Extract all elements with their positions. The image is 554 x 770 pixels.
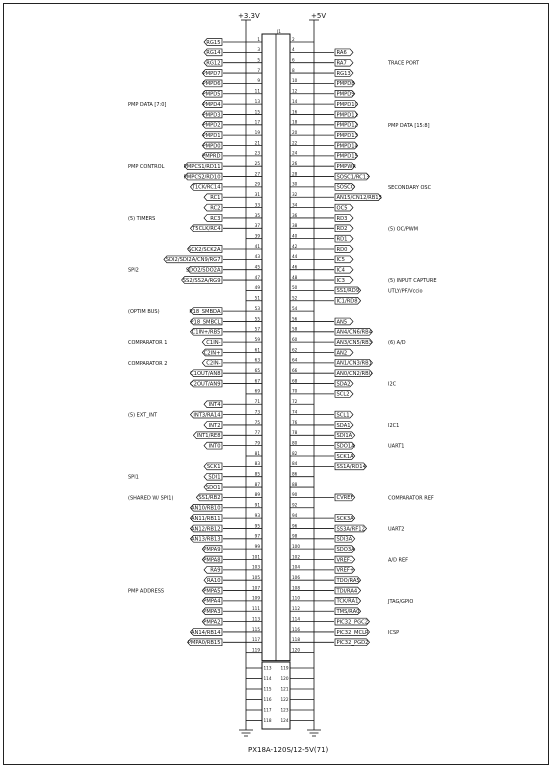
pin-number-left: 99 <box>254 543 260 549</box>
net-label-left: PMPA3 <box>203 609 221 616</box>
net-label-left: AN11/RB11 <box>190 515 221 522</box>
net-label-left: PMPD4 <box>202 101 221 108</box>
net-label-left: PMPD2 <box>202 122 221 129</box>
group-label-left: SPI1 <box>128 474 139 481</box>
net-label-left: SCK1 <box>206 464 221 471</box>
pin-number-left: 67 <box>254 378 260 384</box>
pin-number-left: 3 <box>257 47 260 53</box>
group-label-right: UART2 <box>388 526 405 533</box>
net-label-right: TDI/RA4 <box>336 588 358 595</box>
net-label-right: SDO1A <box>336 443 355 450</box>
bottom-pin-right: 123 <box>280 707 289 713</box>
pin-number-left: 29 <box>254 181 260 187</box>
pin-number-right: 84 <box>292 461 298 467</box>
pin-number-left: 77 <box>254 430 260 436</box>
pin-number-right: 88 <box>292 481 298 487</box>
bottom-pin-left: 114 <box>263 676 272 681</box>
pin-number-right: 120 <box>292 647 300 653</box>
pin-number-left: 7 <box>257 67 260 73</box>
net-label-right: CVREF <box>336 495 354 502</box>
net-label-right: PIC32_MCLR <box>336 629 369 636</box>
connector-ref: J1 <box>277 29 281 34</box>
net-label-left: PMPA5 <box>203 588 221 595</box>
net-label-right: SS1A/RD14 <box>336 464 366 471</box>
net-label-left: PMPD0 <box>202 143 221 150</box>
net-label-left: PMPA2 <box>203 619 221 626</box>
group-label-right: I2C <box>388 381 397 388</box>
pin-number-right: 106 <box>292 575 300 580</box>
power-label-5v: +5V <box>311 12 327 20</box>
connector-part-number: PX18A-120S/12-5V(71) <box>248 746 329 754</box>
pin-number-left: 25 <box>254 161 260 166</box>
net-label-right: SDI3A <box>336 536 353 543</box>
pin-number-left: 35 <box>254 212 260 218</box>
pin-number-right: 58 <box>292 326 298 332</box>
net-label-left: AN14/RB14 <box>190 629 221 636</box>
net-label-left: C1OUT/AN8 <box>190 371 221 377</box>
net-label-right: SDO3A <box>336 546 355 553</box>
pin-number-left: 89 <box>254 492 260 498</box>
pin-number-left: 85 <box>254 471 260 477</box>
pin-number-right: 12 <box>292 88 298 94</box>
net-label-left: C2IN- <box>206 360 221 367</box>
pin-number-left: 27 <box>254 171 260 177</box>
pin-number-left: 63 <box>254 357 260 363</box>
net-label-right: PMPD11 <box>336 112 358 119</box>
group-label-left: COMPARATOR 2 <box>128 360 168 367</box>
net-label-left: RG15 <box>206 39 221 46</box>
pin-number-right: 110 <box>292 595 300 601</box>
pin-number-right: 44 <box>292 254 298 260</box>
pin-number-left: 49 <box>254 285 260 291</box>
pin-number-left: 57 <box>254 326 260 332</box>
bottom-pin-left: 115 <box>263 686 272 692</box>
pin-number-right: 100 <box>292 543 300 549</box>
net-label-right: RD2 <box>336 226 348 233</box>
pin-number-left: 71 <box>254 399 260 405</box>
bottom-pin-left: 118 <box>263 718 272 723</box>
pin-number-right: 42 <box>292 243 298 249</box>
net-label-right: IC5 <box>336 257 345 264</box>
bottom-pin-right: 122 <box>280 697 289 702</box>
pin-number-left: 79 <box>254 440 260 446</box>
pin-number-right: 38 <box>292 223 298 229</box>
group-label-right: (6) A/D <box>388 340 406 347</box>
net-label-left: SCK2/SCK2A <box>187 246 221 253</box>
pin-number-right: 92 <box>292 502 298 508</box>
net-label-left: PMPD5 <box>202 91 221 98</box>
pin-number-left: 111 <box>252 606 260 612</box>
net-label-left: SDI1 <box>208 474 221 481</box>
net-label-right: PMPD15 <box>336 153 358 160</box>
net-label-right: SS3A/RF12 <box>336 526 365 533</box>
net-label-right: PMPD12 <box>336 122 358 129</box>
group-label-left: (SHARED W/ SPI1) <box>128 495 174 502</box>
group-label-right: COMPARATOR REF <box>388 495 434 502</box>
net-label-left: RG14 <box>206 50 221 57</box>
pin-number-right: 48 <box>292 274 298 280</box>
pin-number-right: 114 <box>292 616 300 622</box>
group-label-right: ICSP <box>388 629 400 636</box>
pin-number-right: 116 <box>292 626 300 632</box>
group-label-right: SECONDARY OSC <box>388 184 432 191</box>
pin-number-right: 54 <box>292 305 298 311</box>
group-label-left: COMPARATOR 1 <box>128 340 168 347</box>
net-label-right: PMPD14 <box>336 143 358 150</box>
net-label-right: TDO/RA5 <box>336 578 360 584</box>
pin-number-right: 78 <box>292 430 298 436</box>
pin-number-left: 95 <box>254 523 260 529</box>
net-label-right: IC3 <box>336 277 345 284</box>
net-label-left: PMPD1 <box>202 132 221 139</box>
group-label-right: JTAG/GPIO <box>388 598 414 605</box>
net-label-right: RG13 <box>336 70 351 77</box>
pin-number-left: 119 <box>252 647 260 653</box>
pin-number-right: 4 <box>292 47 295 53</box>
pin-number-right: 76 <box>292 419 298 425</box>
net-label-left: PMPA0/RB15 <box>187 640 221 647</box>
pin-number-left: 17 <box>254 119 260 125</box>
pin-number-left: 37 <box>254 223 260 229</box>
pin-number-left: 107 <box>252 585 260 591</box>
pin-number-left: 11 <box>254 88 260 94</box>
pin-number-right: 50 <box>292 285 298 291</box>
pin-number-left: 19 <box>254 129 260 135</box>
net-label-left: RC1 <box>210 195 221 202</box>
net-label-left: T1CK/RC14 <box>191 184 221 191</box>
pin-number-left: 97 <box>254 533 260 539</box>
pin-number-left: 1 <box>257 36 260 42</box>
bottom-pin-left: 117 <box>263 707 272 713</box>
net-label-left: RA10 <box>206 578 221 584</box>
pin-number-left: 9 <box>257 78 260 84</box>
pin-number-left: 109 <box>252 595 260 601</box>
pin-number-left: 21 <box>254 140 260 146</box>
group-label-right: TRACE PORT <box>388 60 420 67</box>
net-label-left: C2OUT/AN9 <box>190 381 221 388</box>
net-label-right: PMPD10 <box>336 101 358 108</box>
net-label-right: SCK1A <box>336 453 354 460</box>
group-label-right: I2C1 <box>388 422 400 429</box>
pin-number-left: 47 <box>254 274 260 280</box>
net-label-right: SDA1 <box>336 422 351 429</box>
pin-number-right: 16 <box>292 109 298 115</box>
pin-number-left: 117 <box>252 637 260 643</box>
pin-number-right: 102 <box>292 554 300 560</box>
net-label-left: AN12/RB12 <box>190 526 221 533</box>
group-label-right: (5) INPUT CAPTURE <box>388 278 437 285</box>
net-label-right: RD0 <box>336 246 348 253</box>
pin-number-right: 64 <box>292 357 298 363</box>
net-label-right: TMS/RA0 <box>336 609 360 616</box>
bottom-pin-left: 113 <box>263 665 272 671</box>
net-label-left: PMPD6 <box>202 81 221 88</box>
net-label-left: PMPRD <box>202 153 221 160</box>
net-label-left: INT2 <box>208 422 221 429</box>
pin-number-left: 61 <box>254 347 260 353</box>
pin-number-right: 118 <box>292 637 300 643</box>
pin-number-left: 39 <box>254 233 260 239</box>
net-label-right: AN5 <box>336 319 348 326</box>
pin-number-right: 24 <box>292 150 298 156</box>
net-label-left: PMPCS1/RD11 <box>183 164 221 170</box>
pin-number-left: 93 <box>254 512 260 518</box>
pin-number-left: 75 <box>254 419 260 425</box>
pin-number-left: 15 <box>254 109 260 115</box>
net-label-left: T5CLK/RC4 <box>192 226 221 233</box>
net-label-right: AN15/CN12/RB15 <box>336 195 382 202</box>
group-label-right: PMP DATA [15:8] <box>388 122 430 129</box>
net-label-right: AN0/CN2/RB0 <box>336 371 372 377</box>
net-label-left: INT4 <box>208 402 221 409</box>
pin-number-right: 82 <box>292 450 298 456</box>
pin-number-right: 28 <box>292 171 298 177</box>
bottom-pin-right: 120 <box>280 676 289 681</box>
pin-number-left: 41 <box>254 243 260 249</box>
pin-number-right: 46 <box>292 264 298 270</box>
power-rails <box>238 12 326 34</box>
right-signals <box>292 37 382 653</box>
pin-number-right: 20 <box>292 129 298 135</box>
pin-number-right: 60 <box>292 336 298 342</box>
net-label-right: RA7 <box>336 60 347 67</box>
pin-number-right: 72 <box>292 399 298 405</box>
pin-number-right: 14 <box>292 98 298 104</box>
group-label-left: PMP CONTROL <box>128 164 165 171</box>
pin-number-left: 91 <box>254 502 260 508</box>
pin-number-right: 90 <box>292 492 298 498</box>
net-label-left: RC3 <box>210 215 221 222</box>
pin-number-left: 69 <box>254 388 260 394</box>
pin-number-left: 13 <box>254 98 260 104</box>
group-label-right: A/D REF <box>388 557 409 564</box>
net-label-left: INT1/RE8 <box>196 433 221 440</box>
pin-number-left: 103 <box>252 564 260 570</box>
bottom-pin-right: 124 <box>280 718 289 723</box>
pin-number-right: 62 <box>292 347 298 353</box>
pin-number-right: 74 <box>292 409 298 415</box>
group-label-left: (5) EXT_INT <box>128 412 157 419</box>
net-label-right: VREF+ <box>336 567 355 574</box>
group-label-right: UTLY/PF/Vccio <box>388 288 423 295</box>
pin-number-right: 86 <box>292 471 298 477</box>
net-label-left: SDO2/SDO2A <box>185 267 221 274</box>
bottom-pin-right: 119 <box>280 665 289 671</box>
pin-number-left: 87 <box>254 481 260 487</box>
net-label-right: SDA2 <box>336 381 351 388</box>
net-label-left: RA9 <box>210 567 221 574</box>
pin-number-left: 43 <box>254 254 260 260</box>
net-label-left: PMPA4 <box>203 598 221 605</box>
net-label-left: RG12 <box>206 60 221 67</box>
net-label-right: PMPD13 <box>336 132 358 139</box>
net-label-left: P18_SMBCL <box>190 319 221 326</box>
net-label-left: SS2/SS2A/RG9 <box>182 277 221 284</box>
net-label-left: AN13/RB13 <box>190 536 221 543</box>
pin-number-left: 45 <box>254 264 260 270</box>
pin-number-left: 73 <box>254 409 260 415</box>
net-label-right: AN2 <box>336 350 348 357</box>
net-label-right: AN1/CN3/RB1 <box>336 360 372 367</box>
net-label-right: IC4 <box>336 267 345 274</box>
group-label-left: (5) TIMERS <box>128 215 156 222</box>
net-label-left: SDI2/SDI2A/CN9/RG7 <box>165 257 221 264</box>
net-label-left: AN10/RB10 <box>190 505 221 512</box>
pin-number-left: 31 <box>254 192 260 198</box>
pin-number-left: 5 <box>257 57 260 63</box>
pin-number-right: 10 <box>292 78 298 84</box>
group-label-left: PMP DATA [7:0] <box>128 102 167 109</box>
pin-number-right: 108 <box>292 585 300 591</box>
net-label-left: SS1/RB2 <box>198 495 221 502</box>
group-label-left: SPI2 <box>128 267 139 274</box>
net-label-right: SS1/RD9 <box>336 288 360 295</box>
pin-number-right: 80 <box>292 440 298 446</box>
bottom-pin-right: 121 <box>280 686 289 692</box>
group-label-left: PMP ADDRESS <box>128 588 165 595</box>
pin-number-right: 40 <box>292 233 298 239</box>
net-label-left: C2IN+ <box>203 350 221 357</box>
net-label-left: PMPCS2/RD10 <box>183 174 221 181</box>
net-label-right: SOSCO <box>336 184 355 191</box>
net-label-right: SDI1A <box>336 433 353 440</box>
net-label-right: SCL2 <box>336 391 350 398</box>
net-label-left: PMPA9 <box>203 546 221 553</box>
pin-number-left: 65 <box>254 368 260 373</box>
net-label-right: AN4/CN6/RB4 <box>336 329 372 336</box>
pin-number-right: 94 <box>292 512 298 518</box>
pin-number-left: 83 <box>254 461 260 467</box>
group-label-right: (5) OC/PWM <box>388 226 419 233</box>
pin-number-left: 101 <box>252 554 260 560</box>
pin-number-right: 34 <box>292 202 298 208</box>
pin-number-left: 33 <box>254 202 260 208</box>
group-label-left: (OPTIM BUS) <box>128 309 160 316</box>
net-label-left: RC2 <box>210 205 221 212</box>
net-label-right: RD1 <box>336 236 348 243</box>
net-label-right: OC5 <box>336 205 348 212</box>
pin-number-right: 36 <box>292 212 298 218</box>
net-label-left: C1IN+/RB5 <box>191 329 221 336</box>
pin-number-right: 2 <box>292 36 295 42</box>
pin-number-right: 56 <box>292 316 298 322</box>
pin-number-right: 30 <box>292 181 298 187</box>
net-label-right: PMPD9 <box>336 91 355 98</box>
pin-number-left: 51 <box>254 295 260 301</box>
net-label-left: INT3/RA14 <box>193 412 221 419</box>
net-label-left: P18_SMBDA <box>189 308 221 315</box>
pin-number-left: 23 <box>254 150 260 156</box>
pin-number-right: 26 <box>292 161 298 166</box>
pin-number-right: 52 <box>292 295 298 301</box>
net-label-right: TCK/RA1 <box>336 598 359 605</box>
net-label-left: SDO1 <box>205 484 221 491</box>
pin-number-right: 8 <box>292 67 295 73</box>
pin-number-left: 81 <box>254 450 260 456</box>
pin-number-right: 22 <box>292 140 298 146</box>
pin-number-right: 98 <box>292 533 298 539</box>
net-label-right: SOSC1/RC13 <box>336 174 370 181</box>
net-label-right: SCL1 <box>336 412 350 419</box>
net-label-left: INT0 <box>208 443 221 450</box>
bottom-pins <box>246 662 314 729</box>
pin-number-left: 113 <box>252 616 260 622</box>
net-label-right: RA6 <box>336 50 347 57</box>
pin-number-left: 59 <box>254 336 260 342</box>
pin-number-right: 6 <box>292 57 295 63</box>
net-label-right: IC1/RD8 <box>336 298 358 305</box>
pin-number-right: 68 <box>292 378 298 384</box>
pin-number-right: 96 <box>292 523 298 529</box>
net-label-right: PIC32_PGC2 <box>336 619 369 626</box>
net-label-right: PMPWR <box>336 164 356 170</box>
pin-number-left: 105 <box>252 575 260 580</box>
net-label-left: PMPD3 <box>202 112 221 119</box>
pin-number-right: 32 <box>292 192 298 198</box>
pin-number-right: 112 <box>292 606 300 612</box>
pin-number-left: 53 <box>254 305 260 311</box>
pin-number-right: 66 <box>292 368 298 373</box>
net-label-right: PIC32_PGD2 <box>336 640 369 647</box>
power-label-3v3: +3.3V <box>238 12 260 20</box>
bottom-pin-left: 116 <box>263 697 272 702</box>
net-label-right: RD3 <box>336 215 348 222</box>
connector-body <box>262 34 290 661</box>
pin-number-right: 104 <box>292 564 300 570</box>
net-label-right: SCK3A <box>336 515 354 522</box>
pin-number-right: 70 <box>292 388 298 394</box>
net-label-left: PMPA8 <box>203 557 221 564</box>
net-label-left: C1IN- <box>206 339 221 346</box>
pin-number-left: 55 <box>254 316 260 322</box>
group-label-right: UART1 <box>388 443 405 450</box>
net-label-right: VREF- <box>336 557 352 564</box>
pin-number-left: 115 <box>252 626 260 632</box>
net-label-left: PMPD7 <box>202 70 221 77</box>
pin-number-right: 18 <box>292 119 298 125</box>
net-label-right: AN3/CN5/RB3 <box>336 339 372 346</box>
net-label-right: PMPD8 <box>336 81 355 88</box>
